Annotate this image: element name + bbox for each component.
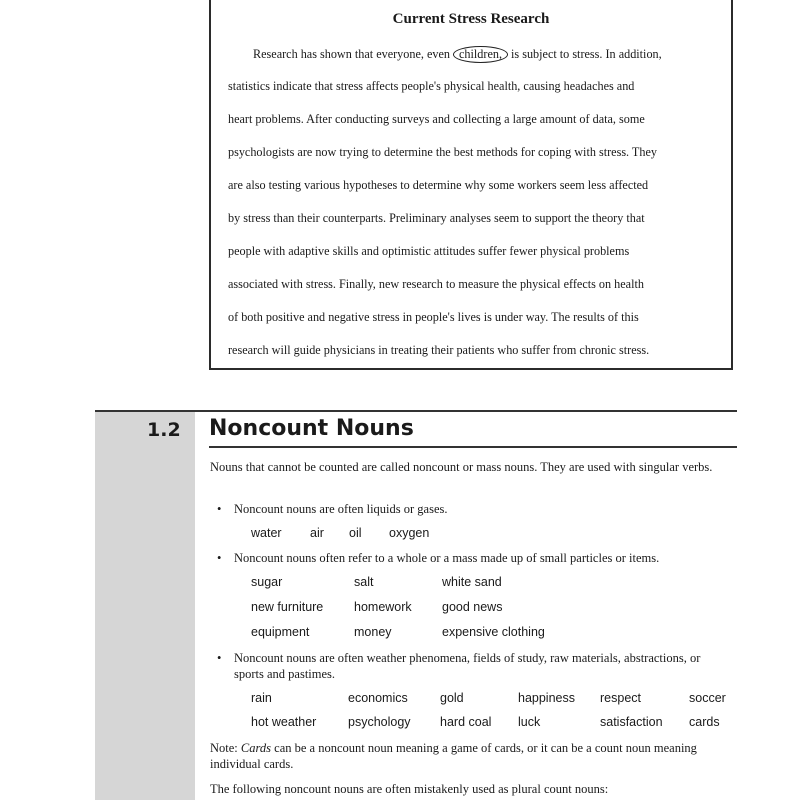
example-word: soccer [689, 691, 726, 705]
example-word: oil [349, 526, 362, 540]
passage-line-1 [253, 46, 662, 63]
circled-word: children, [453, 46, 508, 63]
bullet-dot: • [217, 502, 222, 516]
example-word: gold [440, 691, 464, 705]
example-word: cards [689, 715, 720, 729]
note-rest: can be a noncount noun meaning a game of cards, or it can be a count noun meaning individual cards. [210, 741, 697, 771]
example-word: hard coal [440, 715, 492, 729]
passage-box [209, 0, 733, 370]
example-word: new furniture [251, 600, 324, 614]
note-paragraph [210, 740, 730, 772]
passage-line: by stress than their counterparts. Preliminary analyses seem to support the theory that [228, 211, 645, 225]
bullet-item [217, 501, 727, 517]
section-intro: Nouns that cannot be counted are called noncount or mass nouns. They are used with singular verbs. [210, 460, 713, 474]
passage-line: statistics indicate that stress affects people's physical health, causing headaches and [228, 79, 635, 93]
example-word: satisfaction [600, 715, 663, 729]
passage-line: heart problems. After conducting surveys and collecting a large amount of data, some [228, 112, 645, 126]
example-word: expensive clothing [442, 625, 545, 639]
passage-line: psychologists are now trying to determine the best methods for coping with stress. They [228, 145, 657, 159]
example-word: luck [518, 715, 541, 729]
example-word: good news [442, 600, 503, 614]
section-margin-band [95, 412, 195, 800]
example-word: psychology [348, 715, 411, 729]
example-word: homework [354, 600, 412, 614]
section-title: Noncount Nouns [209, 416, 414, 441]
example-word: white sand [442, 575, 502, 589]
passage-line: research will guide physicians in treating their patients who suffer from chronic stress. [228, 343, 650, 357]
note-italic-term: Cards [240, 741, 272, 755]
section-number: 1.2 [147, 419, 181, 441]
example-word: water [251, 526, 282, 540]
example-word: salt [354, 575, 374, 589]
closing-paragraph: The following noncount nouns are often mistakenly used as plural count nouns: [210, 782, 609, 796]
example-word: money [354, 625, 392, 639]
section-title-rule [209, 446, 737, 448]
bullet-item [217, 550, 727, 566]
example-word: sugar [251, 575, 283, 589]
bullet-dot: • [217, 651, 222, 665]
passage-line: associated with stress. Finally, new research to measure the physical effects on health [228, 277, 644, 291]
example-word: respect [600, 691, 641, 705]
example-word: economics [348, 691, 408, 705]
bullet-text: Noncount nouns are often liquids or gases. [234, 502, 448, 516]
example-word: hot weather [251, 715, 317, 729]
passage-line-1-before: Research has shown that everyone, even [253, 47, 450, 61]
bullet-text: Noncount nouns often refer to a whole or a mass made up of small particles or items. [234, 551, 660, 565]
bullet-item [217, 650, 727, 682]
passage-line: of both positive and negative stress in people's lives is under way. The results of this [228, 310, 639, 324]
example-word: rain [251, 691, 272, 705]
bullet-text: Noncount nouns are often weather phenomena, fields of study, raw materials, abstractions, or sports and pastimes. [234, 651, 701, 681]
example-word: happiness [518, 691, 575, 705]
passage-line: people with adaptive skills and optimistic attitudes suffer fewer physical problems [228, 244, 630, 258]
example-word: air [310, 526, 324, 540]
example-word: equipment [251, 625, 310, 639]
note-prefix: Note: [210, 741, 241, 755]
passage-line: are also testing various hypotheses to determine why some workers seem less affected [228, 178, 649, 192]
example-word: oxygen [389, 526, 430, 540]
passage-title: Current Stress Research [392, 11, 550, 27]
passage-line-1-after: is subject to stress. In addition, [511, 47, 662, 61]
bullet-dot: • [217, 551, 222, 565]
